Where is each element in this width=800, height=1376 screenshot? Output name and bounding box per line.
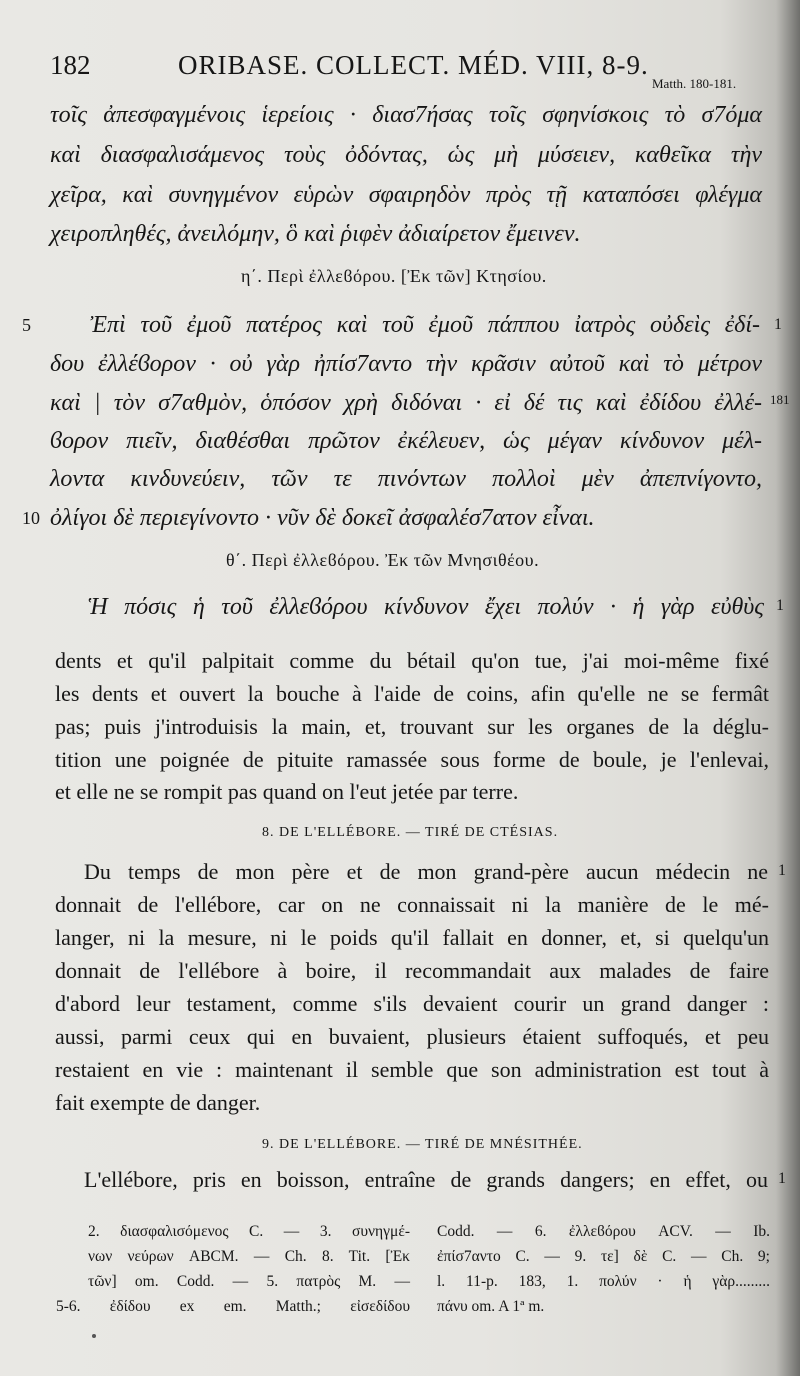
greek-line: καὶ | τὸν σ7αθμὸν, ὁπόσον χρὴ διδόναι · εἰ δέ τις καὶ ἐδίδου ἐλλέ- (50, 390, 762, 416)
footnote-line: ἐπίσ7αντο C. — 9. τε] δὲ C. — Ch. 9; (437, 1248, 770, 1265)
greek-line: δου ἐλλέϐορον · οὐ γὰρ ἠπίσ7αντο τὴν κρᾶσιν αὐτοῦ καὶ τὸ μέτρον (50, 351, 762, 377)
french-line: restaient en vie : maintenant il semble que son administration est tout à (55, 1057, 769, 1082)
margin-number: 1 (778, 1170, 786, 1187)
french-line: Du temps de mon père et de mon grand-père aucun médecin ne (84, 859, 768, 884)
line-number: 5 (22, 315, 31, 335)
greek-line: Ἐπὶ τοῦ ἐμοῦ πατέρος καὶ τοῦ ἐμοῦ πάππου ἰατρὸς οὐδεὶς ἐδί- (90, 312, 760, 338)
margin-number: 1 (778, 862, 786, 879)
french-line: pas; puis j'introduisis la main, et, trouvant sur les organes de la déglu- (55, 714, 769, 739)
footnote-line: νων νεύρων ABCM. — Ch. 8. Tit. [Ἐκ (88, 1248, 410, 1265)
margin-number: 1 (774, 316, 782, 333)
line-number: 10 (22, 508, 40, 528)
footnote-line: l. 11-p. 183, 1. πολύν · ἡ γὰρ......... (437, 1273, 770, 1290)
french-line: et elle ne se rompit pas quand on l'eut jetée par terre. (55, 779, 519, 804)
footnote-line: 5-6. ἐδίδου ex em. Matth.; εἰσεδίδου (56, 1298, 410, 1315)
greek-heading-9: θ΄. Περὶ ἐλλεϐόρου. Ἐκ τῶν Μνησιθέου. (226, 550, 540, 570)
french-line: L'ellébore, pris en boisson, entraîne de grands dangers; en effet, ou (84, 1167, 768, 1192)
french-line: d'abord leur testament, comme s'ils devaient courir un grand danger : (55, 991, 769, 1016)
greek-line: καὶ διασφαλισάμενος τοὺς ὀδόντας, ὡς μὴ μύσειεν, καθεῖκα τὴν (50, 142, 762, 168)
french-line: donnait de l'ellébore à boire, il recommandait aux malades de faire (55, 958, 769, 983)
greek-line: χειροπληθές, ἀνειλόμην, ὃ καὶ ῥιφὲν ἀδιαίρετον ἔμεινεν. (50, 221, 581, 247)
page-number: 182 (50, 50, 91, 80)
margin-number: 1 (776, 597, 784, 614)
ink-speck (92, 1334, 96, 1338)
french-line: langer, ni la mesure, ni le poids qu'il fallait en donner, et, si quelqu'un (55, 925, 769, 950)
footnote-line: 2. διασφαλισόμενος C. — 3. συνηγμέ- (88, 1223, 410, 1240)
greek-line: τοῖς ἀπεσφαγμένοις ἱερείοις · διασ7ήσας τοῖς σφηνίσκοις τὸ σ7όμα (50, 102, 762, 128)
footnote-line: τῶν] om. Codd. — 5. πατρὸς M. — (88, 1273, 410, 1290)
french-line: tition une poignée de pituite ramassée sous forme de boule, je l'enlevai, (55, 747, 769, 772)
french-line: dents et qu'il palpitait comme du bétail qu'on tue, j'ai moi-même fixé (55, 648, 769, 673)
greek-line: λοντα κινδυνεύειν, τῶν τε πινόντων πολλοὶ μὲν ἀπεπνίγοντο, (50, 466, 762, 492)
french-heading-8: 8. DE L'ELLÉBORE. — TIRÉ DE CTÉSIAS. (262, 825, 559, 840)
french-heading-9: 9. DE L'ELLÉBORE. — TIRÉ DE MNÉSITHÉE. (262, 1137, 583, 1152)
greek-line: ϐορον πιεῖν, διαθέσθαι πρῶτον ἐκέλευεν, ὡς μέγαν κίνδυνον μέλ- (50, 428, 762, 454)
greek-line: χεῖρα, καὶ συνηγμένον εὑρὼν σφαιρηδὸν πρὸς τῇ καταπόσει φλέγμα (50, 182, 762, 208)
margin-page-ref: 181 (770, 392, 790, 407)
french-line: fait exempte de danger. (55, 1090, 261, 1115)
greek-line: ὀλίγοι δὲ περιεγίνοντο · νῦν δὲ δοκεῖ ἀσφαλέσ7ατον εἶναι. (50, 505, 595, 531)
french-line: les dents et ouvert la bouche à l'aide de coins, afin qu'elle ne se fermât (55, 681, 769, 706)
footnote-line: Codd. — 6. ἐλλεϐόρου ACV. — Ib. (437, 1223, 770, 1240)
greek-heading-8: η΄. Περὶ ἐλλεϐόρου. [Ἐκ τῶν] Κτησίου. (241, 266, 547, 286)
french-line: aussi, parmi ceux qui en buvaient, plusieurs étaient suffoqués, et peu (55, 1024, 769, 1049)
french-line: donnait de l'ellébore, car on ne connaissait ni la manière de le mé- (55, 892, 769, 917)
running-title: ORIBASE. COLLECT. MÉD. VIII, 8-9. (178, 50, 649, 80)
edition-reference: Matth. 180-181. (652, 76, 737, 91)
greek-line: Ἡ πόσις ἡ τοῦ ἐλλεϐόρου κίνδυνον ἔχει πολύν · ἡ γὰρ εὐθὺς (88, 594, 764, 620)
footnote-line: πάνυ om. A 1ª m. (437, 1298, 545, 1315)
